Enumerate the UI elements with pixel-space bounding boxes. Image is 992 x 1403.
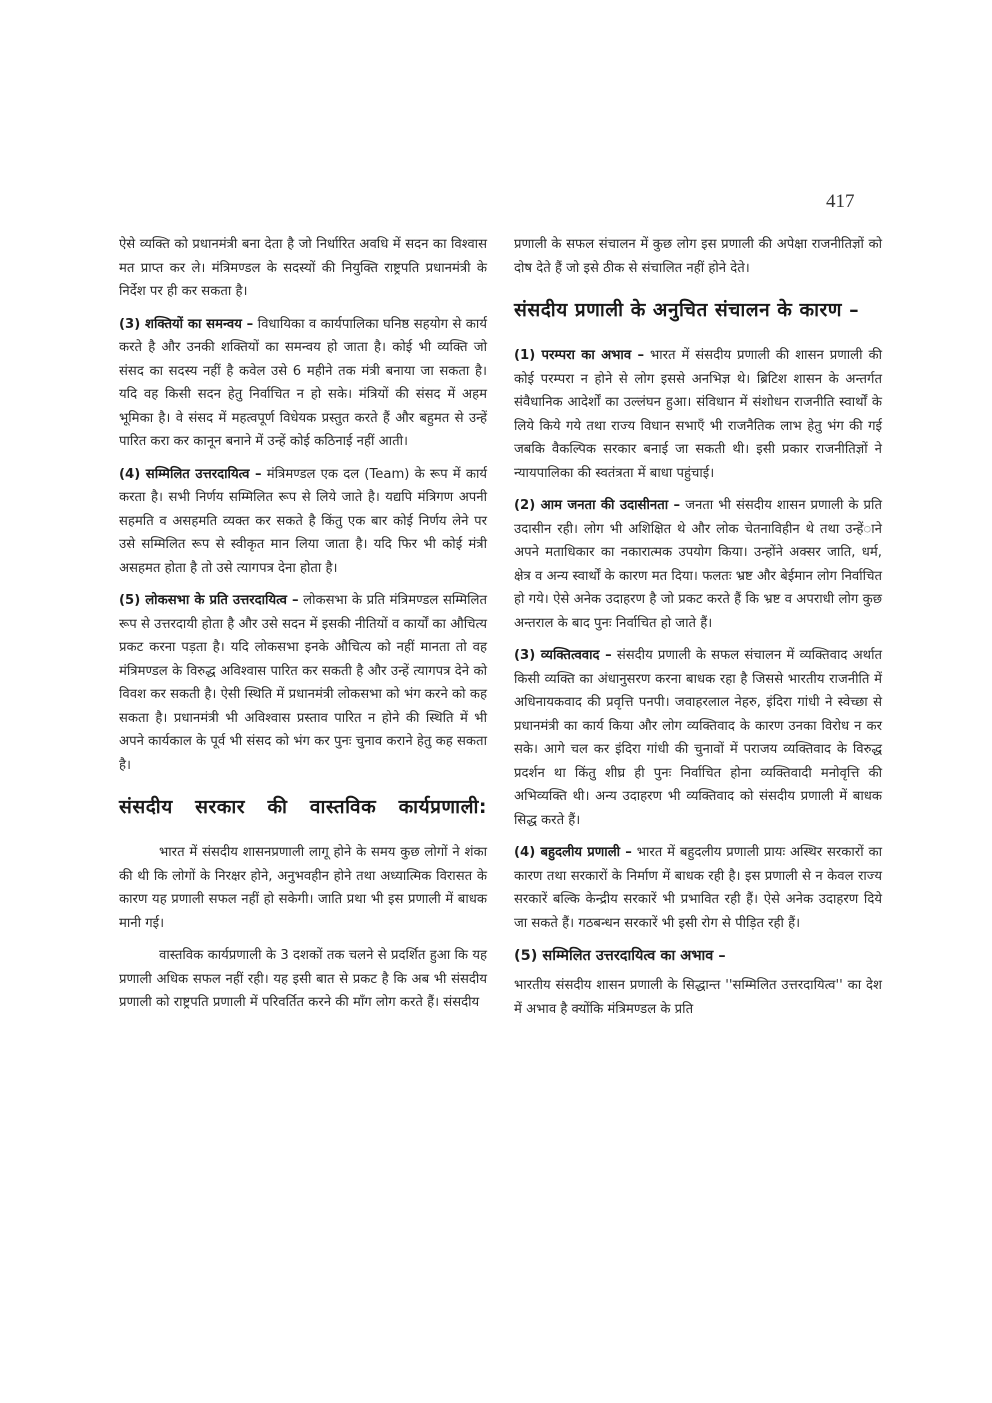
cause-3-title: (3) व्यक्तित्ववाद –	[514, 648, 612, 663]
intro-paragraph: प्रणाली के सफल संचालन में कुछ लोग इस प्रणाली की अपेक्षा राजनीतिज्ञों को दोष देते हैं जो इसे ठीक से संचालित नहीं होने देते।	[514, 237, 882, 276]
cause-2-text: जनता भी संसदीय शासन प्रणाली के प्रति उदासीन रही। लोग भी अशिक्षित थे और लोक चेतनाविहीन थे तथा उन्हेंाने अपने मताधिकार का नकारात्मक उपयोग किया। उन्होंने अक्सर जाति, धर्म, क्षेत्र व अन्य स्वार्थों के कारण मत दिया। फलतः भ्रष्ट और बेईमान लोग निर्वाचित हो गये। ऐसे अनेक उदाहरण है जो प्रकट करते हैं कि भ्रष्ट व अपराधी लोग कुछ अन्तराल के बाद पुनः निर्वाचित हो जाते हैं।	[514, 498, 882, 631]
cause-4-text: भारत में बहुदलीय प्रणाली प्रायः अस्थिर सरकारों का कारण तथा सरकारों के निर्माण में बाधक रही है। इस प्रणाली से न केवल राज्य सरकारें बल्कि केन्द्रीय सरकारें भी प्रभावित रही हैं। ऐसे अनेक उदाहरण दिये जा सकते हैं। गठबन्धन सरकारें भी इसी रोग से पीड़ित रही हैं।	[514, 845, 882, 931]
point-4-text: मंत्रिमण्डल एक दल (Team) के रूप में कार्य करता है। सभी निर्णय सम्मिलित रूप से लिये जाते है। यद्यपि मंत्रिगण अपनी सहमति व असहमति व्यक्त कर सकते है किंतु एक बार कोई निर्णय लेने पर उसे सम्मिलित रूप से स्वीकृत मान लिया जाता है। यदि फिर भी कोई मंत्री असहमत होता है तो उसे त्यागपत्र देना होता है।	[119, 466, 488, 576]
point-4-paragraph	[119, 463, 487, 581]
cause-5-heading: (5) सम्मिलित उत्तरदायित्व का अभाव –	[514, 948, 726, 964]
page-number: 417	[826, 191, 855, 212]
cause-2-title: (2) आम जनता की उदासीनता –	[514, 498, 681, 513]
section-paragraph-2: वास्तविक कार्यप्रणाली के 3 दशकों तक चलने से प्रदर्शित हुआ कि यह प्रणाली अधिक सफल नहीं रही। यह इसी बात से प्रकट है कि अब भी संसदीय प्रणाली को राष्ट्रपति प्रणाली में परिवर्तित करने की माँग लोग करते हैं। संसदीय	[119, 948, 487, 1010]
section-paragraph-1: भारत में संसदीय शासनप्रणाली लागू होने के समय कुछ लोगों ने शंका की थी कि लोगों के निरक्षर होने, अनुभवहीन होने तथा अध्यात्मिक विरासत के कारण यह प्रणाली सफल नहीं हो सकेगी। जाति प्रथा भी इस प्रणाली में बाधक मानी गई।	[119, 845, 487, 931]
cause-1-paragraph	[514, 344, 882, 485]
point-5-title: (5) लोकसभा के प्रति उत्तरदायित्व –	[119, 593, 299, 608]
point-3-title: (3) शक्तियों का समन्वय –	[119, 316, 254, 332]
cause-3-text: संसदीय प्रणाली के सफल संचालन में व्यक्तिवाद अर्थात किसी व्यक्ति का अंधानुसरण करना बाधक रहा है जिससे भारतीय राजनीति में अधिनायकवाद की प्रवृत्ति पनपी। जवाहरलाल नेहरु, इंदिरा गांधी ने स्वेच्छा से प्रधानमंत्री का कार्य किया और लोग व्यक्तिवाद के कारण उनका विरोध न कर सके। आगे चल कर इंदिरा गांधी की चुनावों में पराजय व्यक्तिवाद के विरुद्ध प्रदर्शन था किंतु शीघ्र ही पुनः निर्वाचित होना व्यक्तिवादी मनोवृत्ति की अभिव्यक्ति थी। अन्य उदाहरण भी व्यक्तिवाद को संसदीय प्रणाली में बाधक सिद्ध करते हैं।	[514, 648, 882, 828]
left-column	[119, 233, 487, 1024]
point-5-text: लोकसभा के प्रति मंत्रिमण्डल सम्मिलित रूप से उत्तरदायी होता है और उसे सदन में इसकी नीतियों व कार्यों का औचित्य प्रकट करना पड़ता है। यदि लोकसभा इनके औचित्य को नहीं मानता तो वह मंत्रिमण्डल के विरुद्ध अविश्वास पारित कर सकती है और उन्हें त्यागपत्र देने को विवश कर सकती है। ऐसी स्थिति में प्रधानमंत्री लोकसभा को भंग करने को कह सकता है। प्रधानमंत्री भी अविश्वास प्रस्ताव पारित न होने की स्थिति में भी अपने कार्यकाल के पूर्व भी संसद को भंग कर पुनः चुनाव कराने हेतु कह सकता है।	[119, 593, 487, 773]
cause-4-title: (4) बहुदलीय प्रणाली –	[514, 845, 632, 860]
cause-1-title: (1) परम्परा का अभाव –	[514, 348, 645, 363]
point-4-title: (4) सम्मिलित उत्तरदायित्व –	[119, 466, 262, 482]
cause-2-paragraph	[514, 494, 882, 635]
point-5-paragraph	[119, 589, 487, 777]
cause-1-text: भारत में संसदीय प्रणाली की शासन प्रणाली की कोई परम्परा न होने से लोग इससे अनभिज्ञ थे। ब्रिटिश शासन के अन्तर्गत संवैधानिक आदेर्शों का उल्लंघन हुआ। संविधान में संशोधन राजनीति स्वार्थों के लिये किये गये तथा राज्य विधान सभाएँ भी राजनैतिक लाभ हेतु भंग की गई जबकि वैकल्पिक सरकार बनाई जा सकती थी। इसी प्रकार राजनीतिज्ञों ने न्यायपालिका की स्वतंत्रता में बाधा पहुंचाई।	[514, 348, 882, 481]
intro-paragraph: ऐसे व्यक्ति को प्रधानमंत्री बना देता है जो निर्धारित अवधि में सदन का विश्वास मत प्राप्त कर ले। मंत्रिमण्डल के सदस्यों की नियुक्ति राष्ट्रपति प्रधानमंत्री के निर्देश पर ही कर सकता है।	[119, 237, 487, 299]
point-3-text: विधायिका व कार्यपालिका घनिष्ठ सहयोग से कार्य करते है और उनकी शक्तियों का समन्वय हो जाता है। कोई भी व्यक्ति जो संसद का सदस्य नहीं है कवेल उसे 6 महीने तक मंत्री बनाया जा सकता है। यदि वह किसी सदन हेतु निर्वाचित न हो सके। मंत्रियों की संसद में अहम भूमिका है। वे संसद में महत्वपूर्ण विधेयक प्रस्तुत करते हैं और बहुमत से उन्हें पारित करा कर कानून बनाने में उन्हें कोई कठिनाई नहीं आती।	[119, 316, 487, 449]
right-column	[514, 233, 882, 1030]
point-3-paragraph	[119, 313, 487, 454]
section-heading-actual-working: संसदीय सरकार की वास्तविक कार्यप्रणाली:	[119, 796, 487, 818]
closing-paragraph: भारतीय संसदीय शासन प्रणाली के सिद्धान्त ''सम्मिलित उत्तरदायित्व'' का देश में अभाव है क्योंकि मंत्रिमण्डल के प्रति	[514, 978, 882, 1017]
section-heading-improper-operation: संसदीय प्रणाली के अनुचित संचालन के कारण –	[514, 299, 860, 321]
cause-4-paragraph	[514, 841, 882, 935]
cause-3-paragraph	[514, 644, 882, 832]
